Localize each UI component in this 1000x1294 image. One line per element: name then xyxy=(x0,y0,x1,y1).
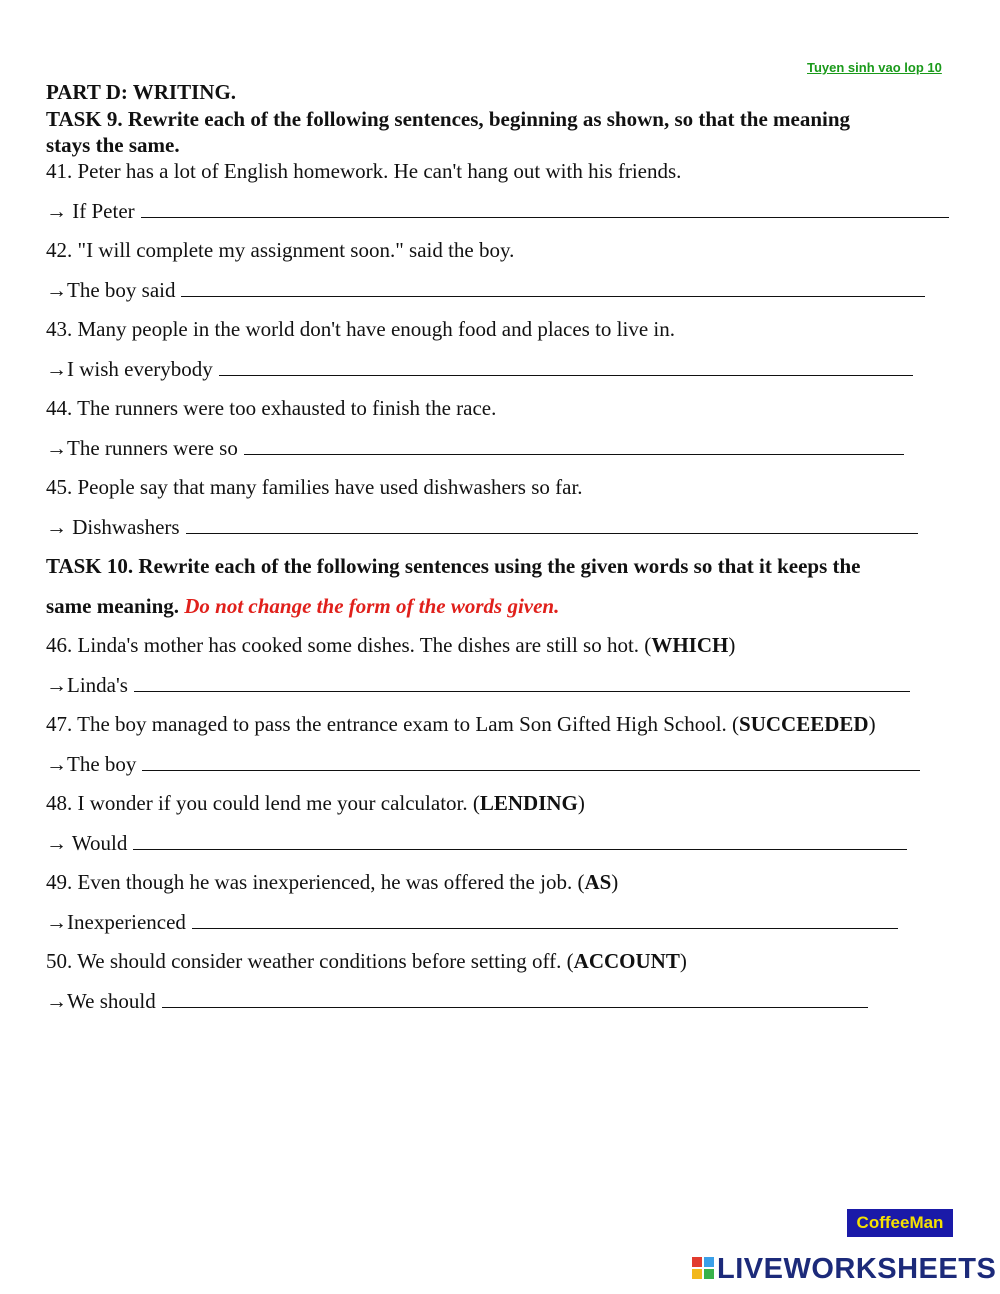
answer-row-48 xyxy=(46,831,907,856)
answer-prompt-43: →I wish everybody xyxy=(46,357,213,381)
keyword-47: SUCCEEDED xyxy=(739,712,869,736)
answer-prompt-42: →The boy said xyxy=(46,278,176,302)
question-43: 43. Many people in the world don't have enough food and places to live in. xyxy=(46,317,675,341)
question-50-close: ) xyxy=(679,949,687,973)
question-48-text: 48. I wonder if you could lend me your calculator. ( xyxy=(46,791,480,815)
answer-blank-46[interactable] xyxy=(134,673,910,692)
answer-blank-44[interactable] xyxy=(244,436,904,455)
answer-prompt-50: →We should xyxy=(46,989,156,1013)
question-47-close: ) xyxy=(868,712,876,736)
task10-title-bold: same meaning. xyxy=(46,594,179,618)
answer-prompt-45: → Dishwashers xyxy=(46,515,180,539)
answer-row-44 xyxy=(46,436,904,461)
answer-blank-48[interactable] xyxy=(133,831,907,850)
question-47 xyxy=(46,712,876,737)
question-46-close: ) xyxy=(728,633,736,657)
question-49-close: ) xyxy=(611,870,619,894)
answer-row-45 xyxy=(46,515,918,540)
answer-prompt-49: →Inexperienced xyxy=(46,910,186,934)
question-46 xyxy=(46,633,735,658)
answer-row-50 xyxy=(46,989,868,1014)
answer-row-47 xyxy=(46,752,920,777)
question-44: 44. The runners were too exhausted to finish the race. xyxy=(46,396,497,420)
answer-prompt-44: →The runners were so xyxy=(46,436,238,460)
answer-blank-50[interactable] xyxy=(162,989,868,1008)
answer-prompt-48: → Would xyxy=(46,831,128,855)
liveworksheets-logo-icon xyxy=(691,1255,715,1283)
task10-title-line2 xyxy=(46,594,559,619)
answer-blank-47[interactable] xyxy=(142,752,920,771)
question-46-text: 46. Linda's mother has cooked some dishes. The dishes are still so hot. ( xyxy=(46,633,652,657)
header-link[interactable]: Tuyen sinh vao lop 10 xyxy=(807,60,942,75)
answer-prompt-41: → If Peter xyxy=(46,199,135,223)
question-50-text: 50. We should consider weather conditions before setting off. ( xyxy=(46,949,574,973)
answer-prompt-46: →Linda's xyxy=(46,673,128,697)
answer-blank-41[interactable] xyxy=(141,199,949,218)
task9-title-line1: TASK 9. Rewrite each of the following sentences, beginning as shown, so that the meaning xyxy=(46,107,851,131)
answer-blank-42[interactable] xyxy=(181,278,925,297)
author-badge: CoffeeMan xyxy=(847,1209,953,1237)
keyword-49: AS xyxy=(584,870,612,894)
question-47-text: 47. The boy managed to pass the entrance exam to Lam Son Gifted High School. ( xyxy=(46,712,740,736)
question-49-text: 49. Even though he was inexperienced, he was offered the job. ( xyxy=(46,870,585,894)
task9-title-line2: stays the same. xyxy=(46,133,180,157)
keyword-48: LENDING xyxy=(479,791,578,815)
answer-row-41 xyxy=(46,199,949,224)
task10-instruction-red: Do not change the form of the words given. xyxy=(184,594,560,618)
question-45: 45. People say that many families have used dishwashers so far. xyxy=(46,475,583,499)
liveworksheets-wordmark: LIVEWORKSHEETS xyxy=(717,1253,997,1285)
answer-blank-45[interactable] xyxy=(186,515,918,534)
question-42: 42. "I will complete my assignment soon." said the boy. xyxy=(46,238,515,262)
question-49 xyxy=(46,870,618,895)
answer-prompt-47: →The boy xyxy=(46,752,137,776)
answer-row-42 xyxy=(46,278,925,303)
question-48 xyxy=(46,791,585,816)
keyword-46: WHICH xyxy=(651,633,729,657)
answer-row-43 xyxy=(46,357,913,382)
question-50 xyxy=(46,949,687,974)
question-41: 41. Peter has a lot of English homework. He can't hang out with his friends. xyxy=(46,159,682,183)
answer-row-46 xyxy=(46,673,910,698)
answer-blank-43[interactable] xyxy=(219,357,913,376)
task10-title-line1: TASK 10. Rewrite each of the following sentences using the given words so that it keeps the xyxy=(46,554,861,578)
part-title: PART D: WRITING. xyxy=(46,80,237,104)
question-48-close: ) xyxy=(577,791,585,815)
answer-blank-49[interactable] xyxy=(192,910,898,929)
keyword-50: ACCOUNT xyxy=(573,949,680,973)
answer-row-49 xyxy=(46,910,898,935)
